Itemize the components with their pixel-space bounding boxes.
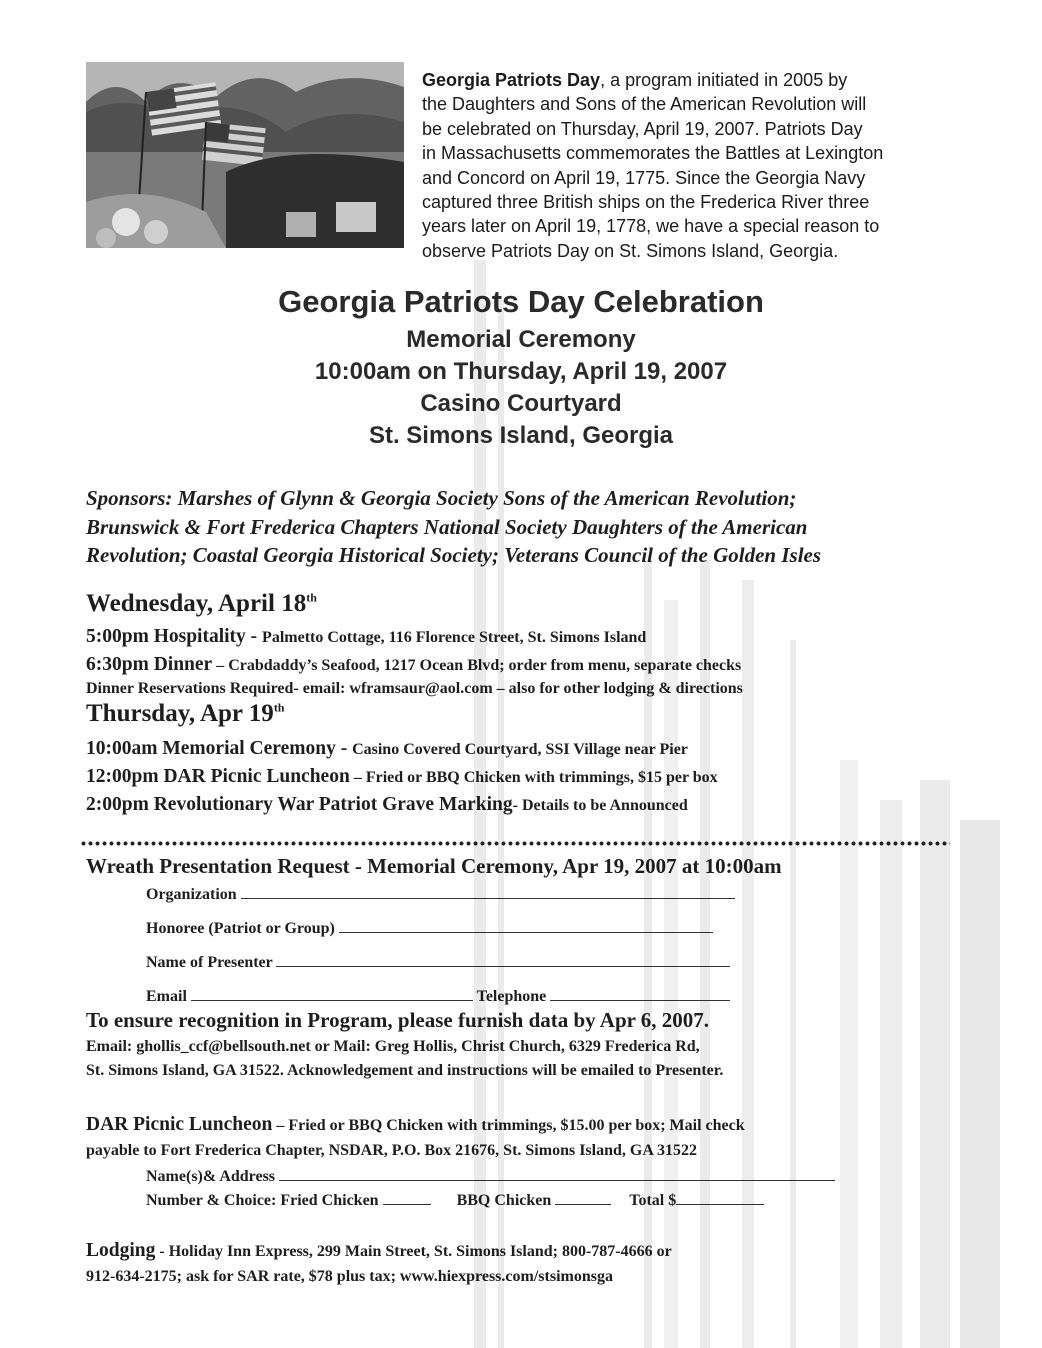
schedule-item-detail: Casino Covered Courtyard, SSI Village near Pier [352, 741, 688, 758]
page-title: Georgia Patriots Day Celebration [278, 284, 764, 319]
lodging-detail: - Holiday Inn Express, 299 Main Street, St. Simons Island; 800-787-4666 or [155, 1243, 672, 1260]
wreath-contact-2: St. Simons Island, GA 31522. Acknowledgement and instructions will be emailed to Presenter. [86, 1062, 724, 1079]
picnic-names-label: Name(s)& Address [146, 1168, 276, 1185]
picnic-line-2: payable to Fort Frederica Chapter, NSDAR, P.O. Box 21676, St. Simons Island, GA 31522 [86, 1142, 697, 1159]
telephone-label: Telephone [476, 988, 547, 1005]
intro-paragraph [422, 68, 962, 263]
sponsors-line-1: Sponsors: Marshes of Glynn & Georgia Society Sons of the American Revolution; [86, 486, 797, 510]
intro-line-1-text: , a program initiated in 2005 by [600, 70, 848, 90]
email-input-line[interactable] [191, 984, 473, 1001]
thursday-heading-sup: th [273, 700, 285, 715]
wreath-contact-1: Email: ghollis_ccf@bellsouth.net or Mail: Greg Hollis, Christ Church, 6329 Frederica Rd, [86, 1038, 700, 1055]
picnic-names-field [146, 1164, 835, 1186]
schedule-item-dinner [86, 654, 741, 676]
schedule-item-detail: - Details to be Announced [512, 797, 688, 814]
intro-lead: Georgia Patriots Day [422, 70, 601, 90]
bbq-chicken-label: BBQ Chicken [456, 1192, 552, 1209]
recognition-notice: To ensure recognition in Program, please furnish data by Apr 6, 2007. [86, 1008, 710, 1032]
schedule-item-main: 12:00pm DAR Picnic Luncheon [86, 766, 350, 787]
email-label: Email [146, 988, 187, 1005]
heading-line-2: 10:00am on Thursday, April 19, 2007 [314, 358, 728, 385]
schedule-item-grave-marking [86, 794, 688, 816]
honoree-label: Honoree (Patriot or Group) [146, 920, 335, 937]
thursday-heading [86, 700, 284, 728]
intro-line-6: captured three British ships on the Frederica River three [422, 192, 870, 213]
lodging-line-1 [86, 1240, 672, 1262]
wednesday-heading [86, 590, 317, 618]
organization-label: Organization [146, 886, 237, 903]
schedule-item-detail: – Crabdaddy’s Seafood, 1217 Ocean Blvd; order from menu, separate checks [212, 657, 742, 674]
picnic-choice-field [146, 1188, 764, 1210]
heading-line-1: Memorial Ceremony [406, 326, 636, 353]
heading-line-4: St. Simons Island, Georgia [368, 422, 674, 449]
honoree-input-line[interactable] [339, 916, 713, 933]
telephone-input-line[interactable] [550, 984, 730, 1001]
dinner-reservations: Dinner Reservations Required- email: wframsaur@aol.com – also for other lodging & directions [86, 680, 743, 697]
picnic-heading: DAR Picnic Luncheon [86, 1114, 273, 1135]
sponsors-block [86, 484, 986, 570]
ceremony-photo [86, 62, 404, 248]
bbq-chicken-input-line[interactable] [555, 1188, 611, 1205]
cut-line [80, 840, 950, 848]
organization-field [146, 882, 735, 904]
wreath-heading: Wreath Presentation Request - Memorial Ceremony, Apr 19, 2007 at 10:00am [86, 854, 782, 878]
intro-line-3: be celebrated on Thursday, April 19, 2007. Patriots Day [422, 118, 863, 139]
sponsors-line-3: Revolution; Coastal Georgia Historical Society; Veterans Council of the Golden Isles [86, 543, 822, 567]
intro-line-8: observe Patriots Day on St. Simons Island, Georgia. [422, 240, 839, 261]
schedule-item-main: 2:00pm Revolutionary War Patriot Grave Marking [86, 794, 513, 815]
schedule-item-hospitality [86, 626, 646, 648]
lodging-line-2: 912-634-2175; ask for SAR rate, $78 plus tax; www.hiexpress.com/stsimonsga [86, 1268, 613, 1285]
picnic-names-input-line[interactable] [279, 1164, 835, 1181]
total-label: Total $ [629, 1192, 677, 1209]
intro-line-4: in Massachusetts commemorates the Battles at Lexington [422, 143, 884, 164]
intro-line-1 [422, 68, 962, 92]
sponsors-line-2: Brunswick & Fort Frederica Chapters National Society Daughters of the American [86, 514, 808, 539]
organization-input-line[interactable] [241, 882, 735, 899]
heading-line-3: Casino Courtyard [420, 390, 622, 417]
schedule-item-detail: – Fried or BBQ Chicken with trimmings, $15 per box [349, 769, 718, 786]
picnic-detail: – Fried or BBQ Chicken with trimmings, $15.00 per box; Mail check [272, 1117, 745, 1134]
email-field [146, 984, 730, 1006]
lodging-heading: Lodging [86, 1240, 156, 1261]
schedule-item-main: 5:00pm Hospitality - [86, 626, 263, 647]
schedule-item-main: 6:30pm Dinner [86, 654, 213, 675]
intro-line-5: and Concord on April 19, 1775. Since the Georgia Navy [422, 167, 866, 188]
schedule-item-detail: Palmetto Cottage, 116 Florence Street, St. Simons Island [262, 629, 647, 646]
fried-chicken-label: Number & Choice: Fried Chicken [146, 1192, 379, 1209]
presenter-input-line[interactable] [276, 950, 730, 967]
schedule-item-main: 10:00am Memorial Ceremony - [86, 738, 353, 759]
presenter-field [146, 950, 730, 972]
thursday-heading-text: Thursday, Apr 19 [86, 700, 274, 727]
wednesday-heading-text: Wednesday, April 18 [86, 590, 307, 617]
intro-line-2: the Daughters and Sons of the American Revolution will [422, 94, 867, 115]
ceremony-photo-art [86, 62, 404, 248]
schedule-item-luncheon [86, 766, 718, 788]
presenter-label: Name of Presenter [146, 954, 273, 971]
schedule-item-ceremony [86, 738, 688, 760]
intro-line-7: years later on April 19, 1778, we have a special reason to [422, 216, 880, 237]
picnic-line-1 [86, 1114, 745, 1136]
wednesday-heading-sup: th [306, 590, 317, 605]
honoree-field [146, 916, 713, 938]
fried-chicken-input-line[interactable] [383, 1188, 431, 1205]
total-input-line[interactable] [676, 1188, 764, 1205]
